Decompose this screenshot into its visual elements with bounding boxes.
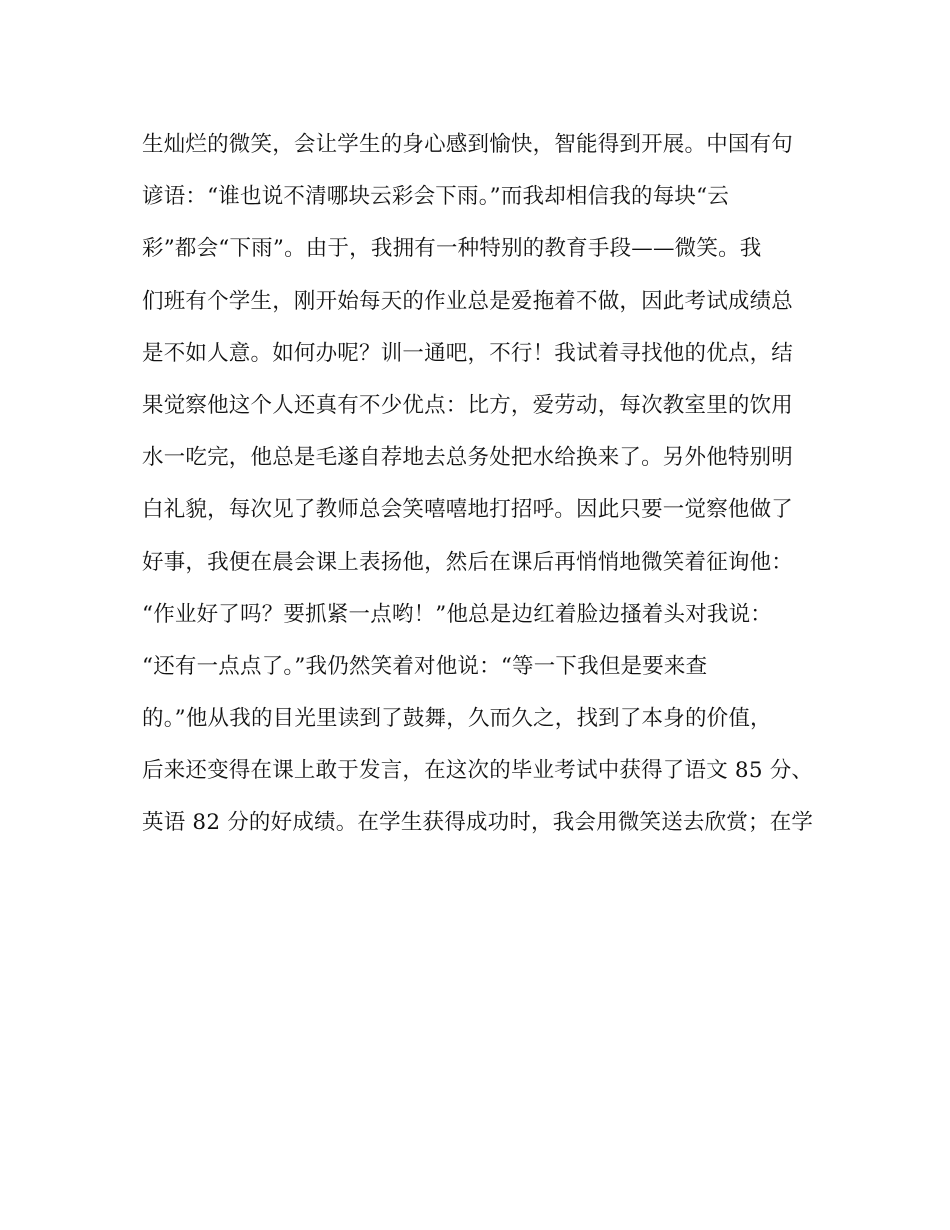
text-line: 英语 82 分的好成绩。在学生获得成功时，我会用微笑送去欣赏；在学 <box>142 810 814 836</box>
text-line: 水一吃完，他总是毛遂自荐地去总务处把水给换来了。另外他特别明 <box>142 445 794 471</box>
text-line: “还有一点点了。”我仍然笑着对他说：“等一下我但是要来查 <box>142 653 708 679</box>
text-line: 是不如人意。如何办呢？训一通吧，不行！我试着寻找他的优点，结 <box>142 340 794 366</box>
text-line: 们班有个学生，刚开始每天的作业总是爱拖着不做，因此考试成绩总 <box>142 288 794 314</box>
text-line: 好事，我便在晨会课上表扬他，然后在课后再悄悄地微笑着征询他： <box>142 549 794 575</box>
text-line: 果觉察他这个人还真有不少优点：比方，爱劳动，每次教室里的饮用 <box>142 392 794 418</box>
text-line: 白礼貌，每次见了教师总会笑嘻嘻地打招呼。因此只要一觉察他做了 <box>142 497 794 523</box>
text-line: 生灿烂的微笑，会让学生的身心感到愉快，智能得到开展。中国有句 <box>142 132 794 157</box>
text-line: “作业好了吗？要抓紧一点哟！”他总是边红着脸边搔着头对我说： <box>142 601 772 627</box>
text-line: 的。”他从我的目光里读到了鼓舞，久而久之，找到了本身的价值， <box>142 706 772 732</box>
body-text <box>142 124 812 855</box>
text-line: 彩”都会“下雨”。由于，我拥有一种特别的教育手段——微笑。我 <box>142 236 762 262</box>
text-line: 谚语：“谁也说不清哪块云彩会下雨。”而我却相信我的每块“云 <box>142 184 730 210</box>
text-line: 后来还变得在课上敢于发言，在这次的毕业考试中获得了语文 85 分、 <box>142 758 814 784</box>
